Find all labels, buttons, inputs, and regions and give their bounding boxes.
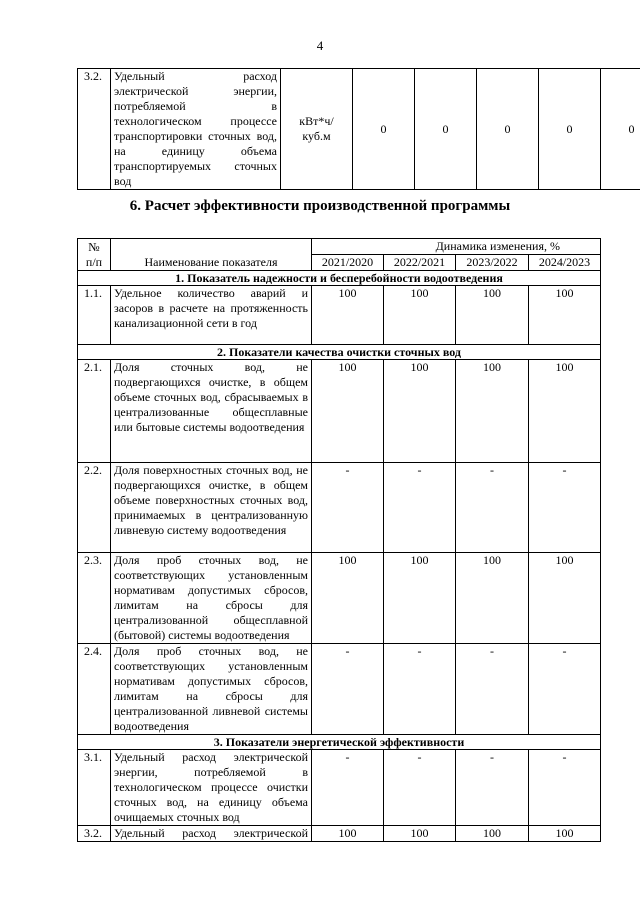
value-cell: -	[384, 463, 456, 553]
value-cell: 0	[477, 69, 539, 190]
value-cell: 100	[529, 360, 601, 463]
row-number: 3.2.	[78, 826, 111, 842]
table-row	[78, 69, 640, 190]
group-title: 2. Показатели качества очистки сточных вод	[78, 345, 601, 360]
value-cell: 0	[415, 69, 477, 190]
value-cell: 100	[384, 360, 456, 463]
value-cell: -	[384, 750, 456, 826]
indicator-name: Удельный расход электрической энергии, потребляемой в технологическом процессе транспортировки сточных вод, на единицу объема транспортируемых сточных вод	[111, 69, 281, 190]
year-header: 2022/2021	[384, 255, 456, 271]
table-row	[78, 286, 601, 345]
table-row	[78, 463, 601, 553]
name-header: Наименование показателя	[111, 239, 312, 271]
value-cell: 0	[539, 69, 601, 190]
table-row	[78, 750, 601, 826]
indicator-name: Доля проб сточных вод, не соответствующих установленным нормативам допустимых сбросов, лимитам на сбросы для централизованной ливневой системы водоотведения	[111, 644, 312, 735]
value-cell: -	[312, 644, 384, 735]
num-header-bottom: п/п	[85, 254, 103, 269]
value-cell: 100	[456, 553, 529, 644]
dynamics-header: Динамика изменения, %	[312, 239, 601, 255]
row-number: 3.1.	[78, 750, 111, 826]
continued-table	[77, 68, 640, 190]
num-header-top: №	[88, 239, 100, 254]
group-title: 3. Показатели энергетической эффективности	[78, 735, 601, 750]
table-row	[78, 826, 601, 842]
indicator-name: Доля проб сточных вод, не соответствующих установленным нормативам допустимых сбросов, лимитам на сбросы для централизованной общесплавной (бытовой) системы водоотведения	[111, 553, 312, 644]
table-row	[78, 360, 601, 463]
value-cell: 100	[456, 286, 529, 345]
indicator-name: Удельный расход электрической энергии, потребляемой в технологическом процессе очистки сточных вод, на единицу объема очищаемых сточных вод	[111, 750, 312, 826]
indicator-name: Удельное количество аварий и засоров в расчете на протяженность канализационной сети в год	[111, 286, 312, 345]
value-cell: 100	[384, 826, 456, 842]
group-row	[78, 271, 601, 286]
value-cell: -	[312, 463, 384, 553]
value-cell: 100	[456, 826, 529, 842]
value-cell: 100	[312, 826, 384, 842]
group-row	[78, 735, 601, 750]
row-number: 3.2.	[78, 69, 111, 190]
value-cell: -	[384, 644, 456, 735]
efficiency-table	[77, 238, 601, 842]
page-number: 4	[316, 38, 324, 53]
value-cell: 100	[456, 360, 529, 463]
year-header: 2024/2023	[529, 255, 601, 271]
section-title: 6. Расчет эффективности производственной программы	[129, 198, 511, 214]
value-cell: 0	[353, 69, 415, 190]
value-cell: -	[456, 463, 529, 553]
value-cell: -	[529, 463, 601, 553]
row-number: 2.1.	[78, 360, 111, 463]
value-cell: 0	[601, 69, 640, 190]
value-cell: -	[529, 750, 601, 826]
value-cell: -	[312, 750, 384, 826]
group-row	[78, 345, 601, 360]
year-header: 2023/2022	[456, 255, 529, 271]
value-cell: 100	[312, 286, 384, 345]
value-cell: -	[529, 644, 601, 735]
indicator-name: Доля поверхностных сточных вод, не подвергающихся очистке, в общем объеме поверхностных сточных вод, принимаемых в централизованную ливневую систему водоотведения	[111, 463, 312, 553]
indicator-name: Удельный расход электрической	[111, 826, 312, 842]
value-cell: -	[456, 644, 529, 735]
row-number: 2.4.	[78, 644, 111, 735]
value-cell: 100	[529, 553, 601, 644]
value-cell: 100	[529, 286, 601, 345]
year-header: 2021/2020	[312, 255, 384, 271]
table-row	[78, 553, 601, 644]
value-cell: 100	[312, 360, 384, 463]
group-title: 1. Показатель надежности и бесперебойности водоотведения	[78, 271, 601, 286]
value-cell: 100	[529, 826, 601, 842]
header-row	[78, 239, 601, 255]
indicator-name: Доля сточных вод, не подвергающихся очистке, в общем объеме сточных вод, сбрасываемых в централизованные общесплавные или бытовые системы водоотведения	[111, 360, 312, 463]
unit-cell: кВт*ч/ куб.м	[281, 69, 353, 190]
value-cell: 100	[312, 553, 384, 644]
value-cell: 100	[384, 553, 456, 644]
value-cell: 100	[384, 286, 456, 345]
row-number: 2.2.	[78, 463, 111, 553]
num-header	[78, 239, 111, 271]
row-number: 2.3.	[78, 553, 111, 644]
value-cell: -	[456, 750, 529, 826]
table-row	[78, 644, 601, 735]
row-number: 1.1.	[78, 286, 111, 345]
